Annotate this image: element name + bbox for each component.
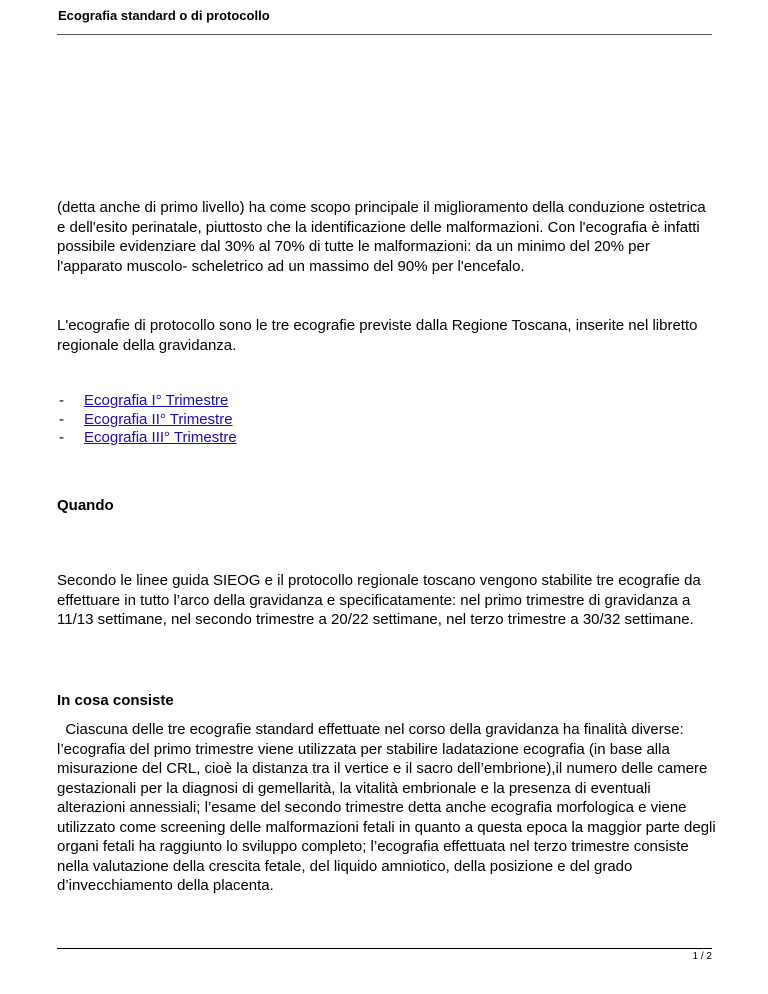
page-header-title: Ecografia standard o di protocollo bbox=[58, 8, 270, 23]
link-ecografia-terzo-trimestre[interactable]: Ecografia III° Trimestre bbox=[84, 429, 237, 446]
list-dash: - bbox=[59, 392, 64, 409]
list-dash: - bbox=[59, 429, 64, 446]
quando-paragraph: Secondo le linee guida SIEOG e il protocollo regionale toscano vengono stabilite tre ecografie da effettuare in tutto l’arco della gravidanza e specificatamente: nel primo trimestre di gravidanza a 11/13 settimane, nel secondo trimestre a 20/22 settimane, nel terzo trimestre a 30/32 settimane. bbox=[57, 572, 701, 628]
trimester-links-list bbox=[57, 392, 237, 448]
page-number: 1 / 2 bbox=[692, 951, 712, 962]
intro-paragraph: (detta anche di primo livello) ha come scopo principale il miglioramento della conduzione ostetrica e dell'esito perinatale, piuttosto che la identificazione delle malformazioni. Con l'ecografia è infatti possibile evidenziare dal 30% al 70% di tutte le malformazioni: da un minimo del 20% per l'apparato muscolo- scheletrico ad un massimo del 90% per l'encefalo. bbox=[57, 199, 706, 275]
link-ecografia-secondo-trimestre[interactable]: Ecografia II° Trimestre bbox=[84, 410, 233, 428]
protocol-paragraph: L'ecografie di protocollo sono le tre ecografie previste dalla Regione Toscana, inserite nel libretto regionale della gravidanza. bbox=[57, 317, 698, 354]
footer-divider bbox=[57, 948, 712, 949]
list-item bbox=[57, 411, 237, 430]
heading-in-cosa-consiste: In cosa consiste bbox=[57, 692, 174, 709]
list-item bbox=[57, 392, 237, 411]
consiste-paragraph: Ciascuna delle tre ecografie standard effettuate nel corso della gravidanza ha finalità diverse: l’ecografia del primo trimestre viene utilizzata per stabilire ladatazione ecografia (in base alla misurazione del CRL, cioè la distanza tra il vertice e il sacro dell’embrione),il numero delle camere gestazionali per la diagnosi di gemellarità, la vitalità embrionale e la presenza di eventuali alterazioni annessiali; l’esame del secondo trimestre detta anche ecografia morfologica e viene utilizzato come screening delle malformazioni fetali in quanto a questa epoca la maggior parte degli organi fetali ha raggiunto lo sviluppo completo; l’ecografia effettuata nel terzo trimestre consiste nella valutazione della crescita fetale, del liquido amniotico, della posizione e del grado d’invecchiamento della placenta. bbox=[57, 721, 720, 894]
header-divider bbox=[57, 34, 712, 35]
link-ecografia-primo-trimestre[interactable]: Ecografia I° Trimestre bbox=[84, 392, 229, 409]
heading-quando: Quando bbox=[57, 497, 114, 514]
list-dash: - bbox=[59, 410, 64, 428]
list-item bbox=[57, 429, 237, 448]
